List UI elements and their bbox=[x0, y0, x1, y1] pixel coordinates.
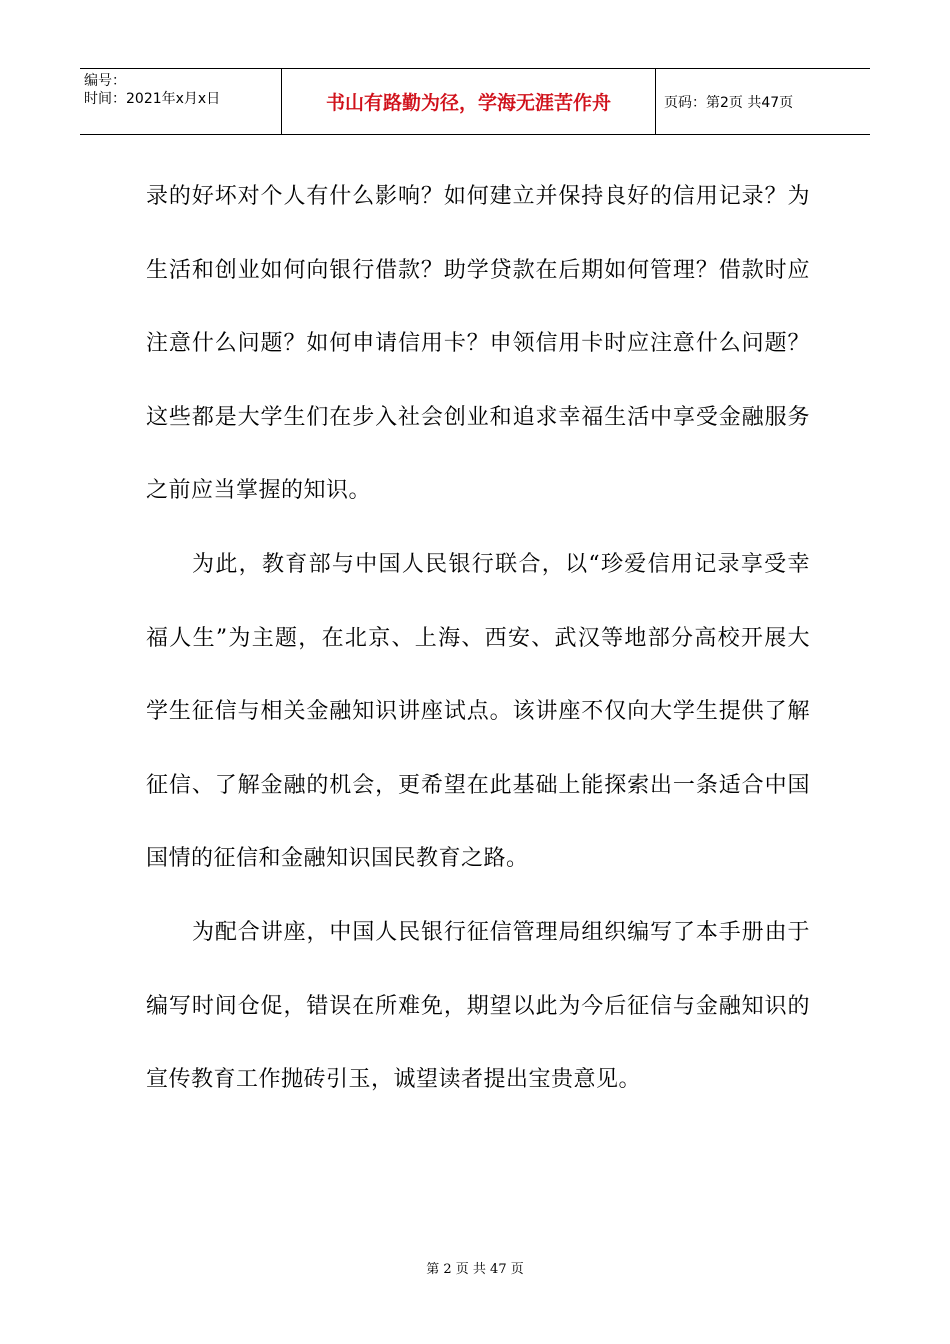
document-body bbox=[146, 160, 810, 1117]
page-header bbox=[80, 68, 870, 135]
paragraph-lecture-intro: 为此，教育部与中国人民银行联合，以“珍爱信用记录享受幸福人生”为主题，在北京、上海、西安、武汉等地部分高校开展大学生征信与相关金融知识讲座试点。该讲座不仅向大学生提供了解征信、了解金融的机会，更希望在此基础上能探索出一条适合中国国情的征信和金融知识国民教育之路。 bbox=[146, 551, 810, 872]
paragraph-continued: 录的好坏对个人有什么影响？如何建立并保持良好的信用记录？为生活和创业如何向银行借款？助学贷款在后期如何管理？借款时应注意什么问题？如何申请信用卡？申领信用卡时应注意什么问题？这些都是大学生们在步入社会创业和追求幸福生活中享受金融服务之前应当掌握的知识。 bbox=[146, 184, 810, 504]
page-footer: 第 2 页 共 47 页 bbox=[426, 1262, 524, 1277]
document-time-label: 时间：2021年x月x日 bbox=[84, 91, 221, 107]
header-page-info: 页码：第2页 共47页 bbox=[664, 94, 794, 111]
header-meta bbox=[80, 69, 282, 134]
paragraph-handbook-note: 为配合讲座，中国人民银行征信管理局组织编写了本手册由于编写时间仓促，错误在所难免，期望以此为今后征信与金融知识的宣传教育工作抛砖引玉，诚望读者提出宝贵意见。 bbox=[146, 919, 810, 1093]
header-motto: 书山有路勤为径，学海无涯苦作舟 bbox=[282, 69, 656, 134]
document-number-label: 编号： bbox=[84, 73, 126, 89]
